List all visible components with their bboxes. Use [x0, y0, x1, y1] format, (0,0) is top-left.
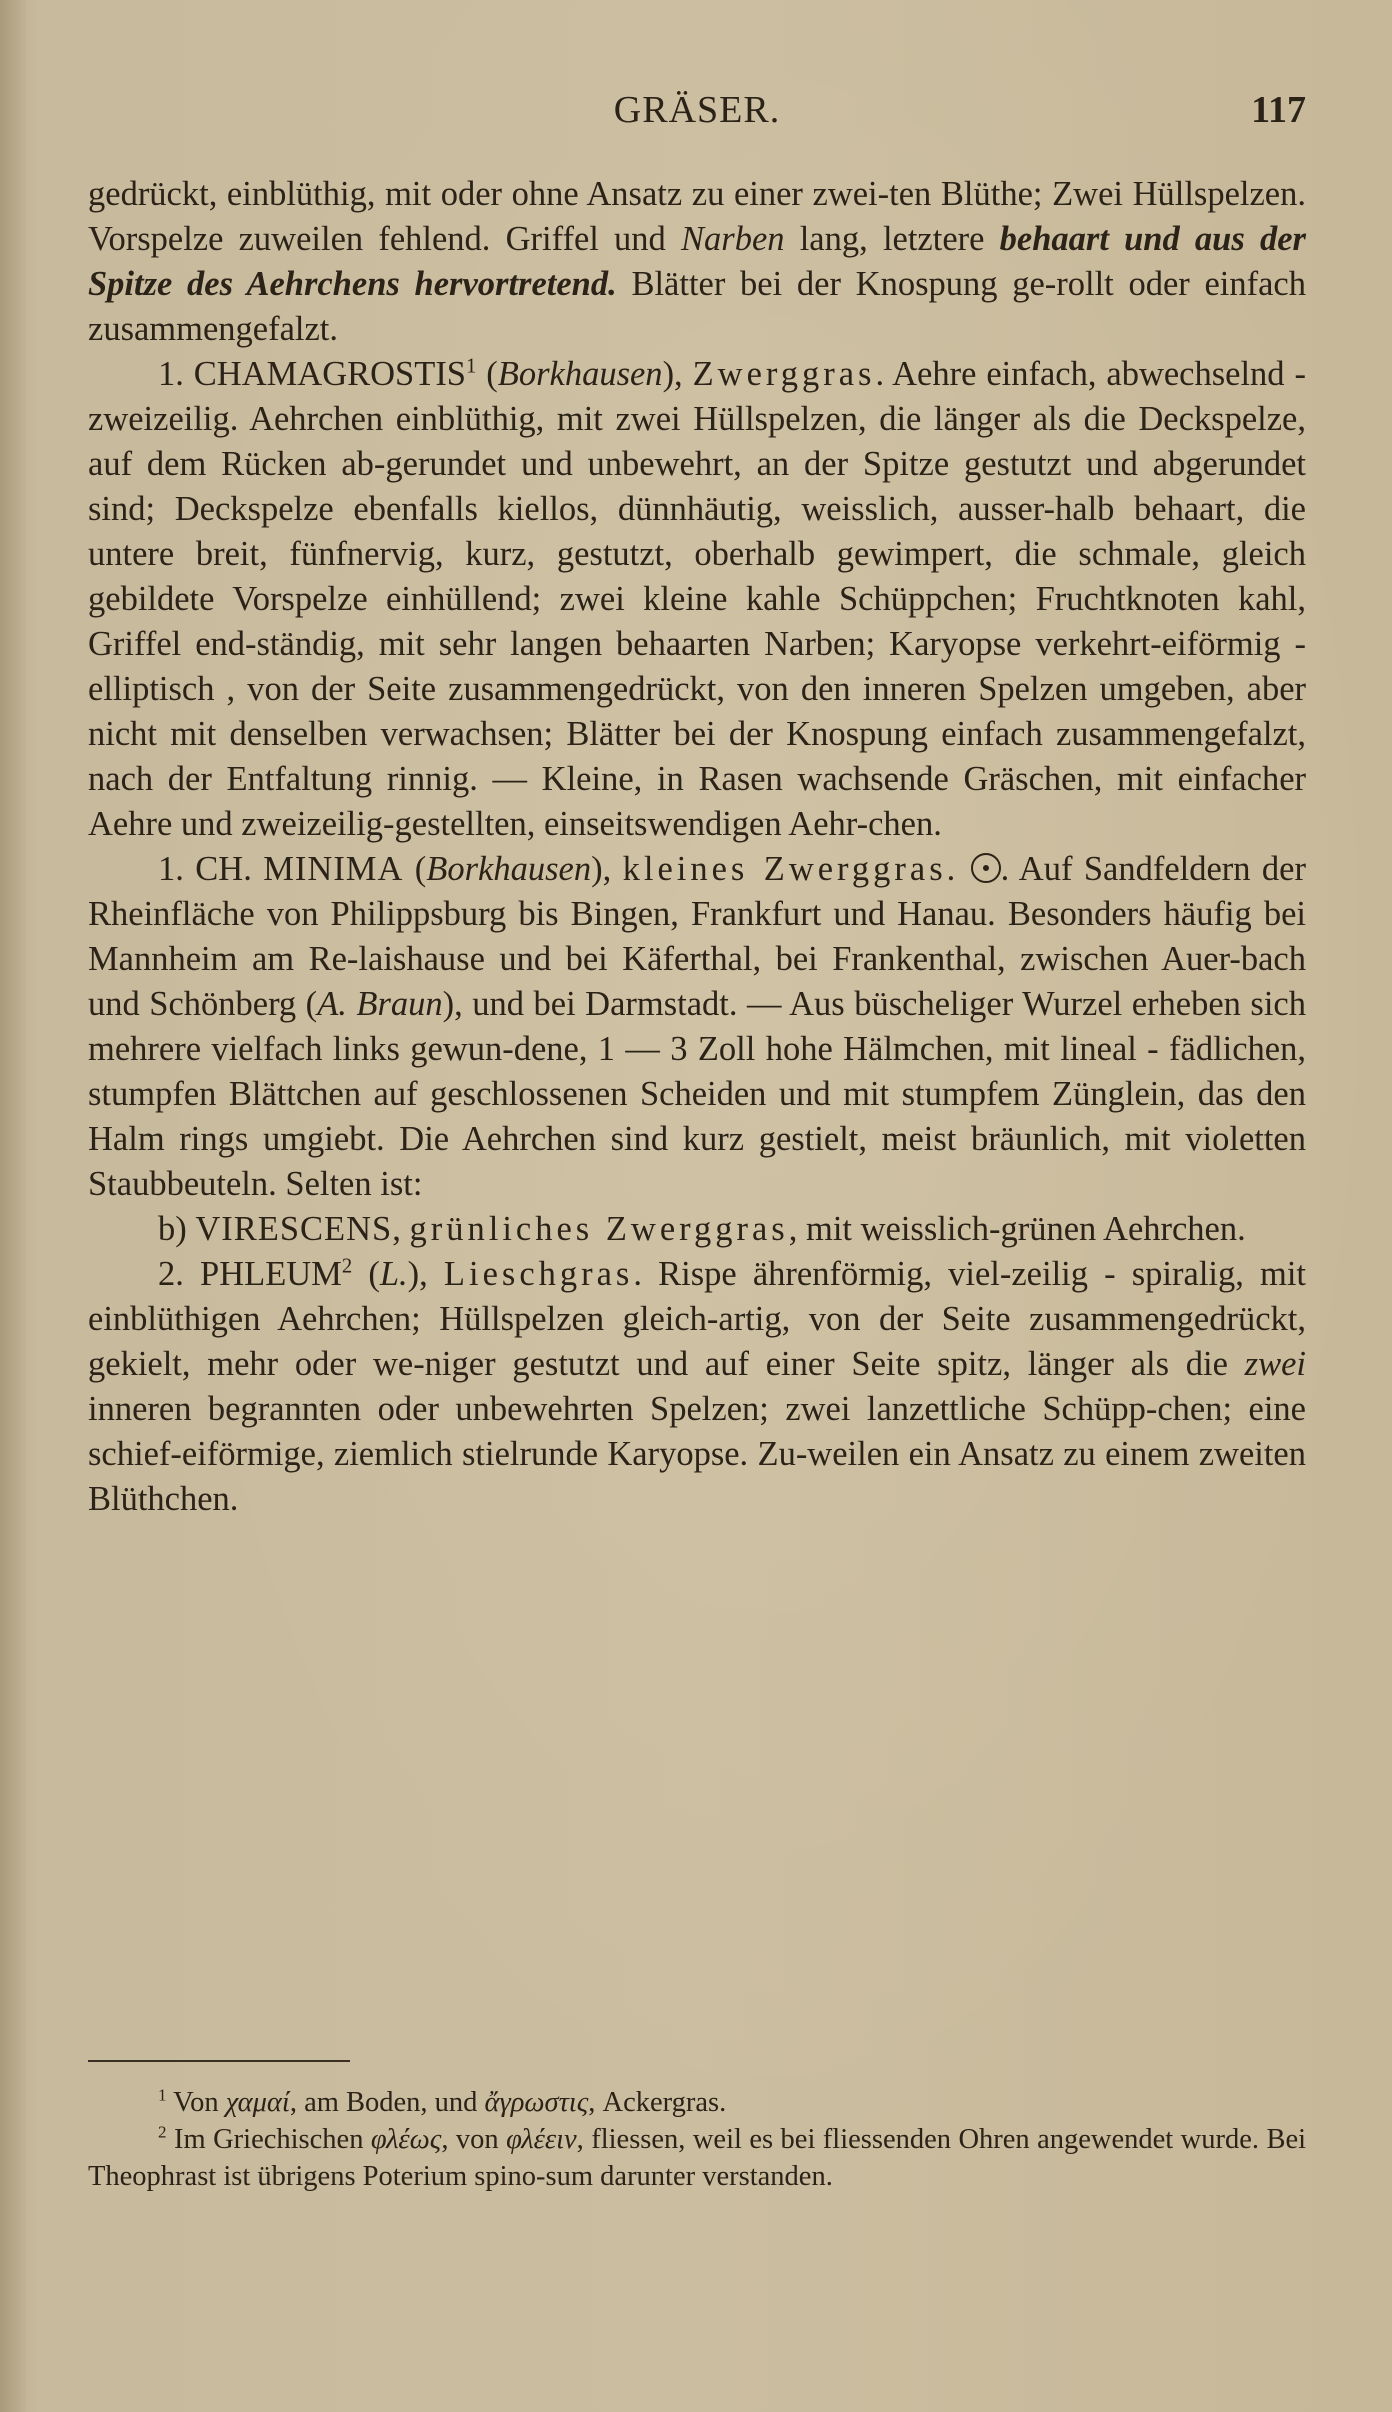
page-header	[88, 88, 1306, 138]
footnote-1: $^1$ Von χαμαί, am Boden, und ἄγρωστις, Ackergras.	[158, 2085, 727, 2118]
genus-phleum: 2. PHLEUM$^2$ (L.), Lieschgras. Rispe ährenförmig, viel-zeilig - spiralig, mit einblüthigen Aehrchen; Hüllspelzen gleich-artig, von der Seite zusammengedrückt, gekielt, mehr oder we-niger gestutzt und auf einer Seite spitz, länger als die zwei inneren begrannten oder unbewehrten Spelzen; zwei lanzettliche Schüpp-chen; eine schief-eiförmige, ziemlich stielrunde Karyopse. Zu-weilen ein Ansatz zu einem zweiten Blüthchen.	[88, 1255, 1307, 1518]
footnote-rule	[88, 2060, 350, 2062]
intro-paragraph: gedrückt, einblüthig, mit oder ohne Ansatz zu einer zwei-ten Blüthe; Zwei Hüllspelzen. Vorspelze zuweilen fehlend. Griffel und Narben lang, letztere behaart und aus der Spitze des Aehrchens hervortretend. Blätter bei der Knospung ge-rollt oder einfach zusammengefalzt.	[88, 175, 1306, 348]
page-number: 117	[1251, 89, 1306, 131]
intro-italic-2: behaart und aus der Spitze des Aehrchens hervortretend.	[88, 220, 1306, 303]
page-edge-shadow	[0, 0, 26, 2412]
footnote-2: $^2$ Im Griechischen φλέως, von φλέειν, fliessen, weil es bei fliessenden Ohren angewendet wurde. Bei Theophrast ist übrigens Poterium spino-sum darunter verstanden.	[88, 2122, 1307, 2192]
main-text	[88, 172, 1306, 1522]
footnotes	[88, 2084, 1306, 2195]
annual-symbol-icon	[971, 853, 1001, 883]
genus-heading: 1. CHAMAGROSTIS	[158, 355, 466, 393]
variety-virescens: b) VIRESCENS, grünliches Zwerggras, mit weisslich-grünen Aehrchen.	[158, 1210, 1246, 1248]
intro-italic-1: Narben	[681, 220, 785, 258]
species-minima: 1. CH. MINIMA (Borkhausen), kleines Zwerggras. . Auf Sandfeldern der Rheinfläche von Philippsburg bis Bingen, Frankfurt und Hanau. Besonders häufig bei Mannheim am Re-laishause und bei Käferthal, bei Frankenthal, zwischen Auer-bach und Schönberg (A. Braun), und bei Darmstadt. — Aus büscheliger Wurzel erheben sich mehrere vielfach links gewun-dene, 1 — 3 Zoll hohe Hälmchen, mit lineal - fädlichen, stumpfen Blättchen auf geschlossenen Scheiden und mit stumpfem Zünglein, das den Halm rings umgiebt. Die Aehrchen sind kurz gestielt, meist bräunlich, mit violetten Staubbeuteln. Selten ist:	[88, 850, 1306, 1203]
genus-heading: 2. PHLEUM	[158, 1255, 342, 1293]
genus-chamagrostis: 1. CHAMAGROSTIS$^1$ (Borkhausen), Zwerggras. Aehre einfach, abwechselnd - zweizeilig. Aehrchen einblüthig, mit zwei Hüllspelzen, die länger als die Deckspelze, auf dem Rücken ab-gerundet und unbewehrt, an der Spitze gestutzt und abgerundet sind; Deckspelze ebenfalls kiellos, dünnhäutig, weisslich, ausser-halb behaart, die untere breit, fünfnervig, kurz, gestutzt, oberhalb gewimpert, die schmale, gleich gebildete Vorspelze einhüllend; zwei kleine kahle Schüppchen; Fruchtknoten kahl, Griffel end-ständig, mit sehr langen behaarten Narben; Karyopse verkehrt-eiförmig - elliptisch , von der Seite zusammengedrückt, von den inneren Spelzen umgeben, aber nicht mit denselben verwachsen; Blätter bei der Knospung einfach zusammengefalzt, nach der Entfaltung rinnig. — Kleine, in Rasen wachsende Gräschen, mit einfacher Aehre und zweizeilig-gestellten, einseitswendigen Aehr-chen.	[88, 355, 1306, 843]
running-title: GRÄSER.	[613, 89, 781, 131]
